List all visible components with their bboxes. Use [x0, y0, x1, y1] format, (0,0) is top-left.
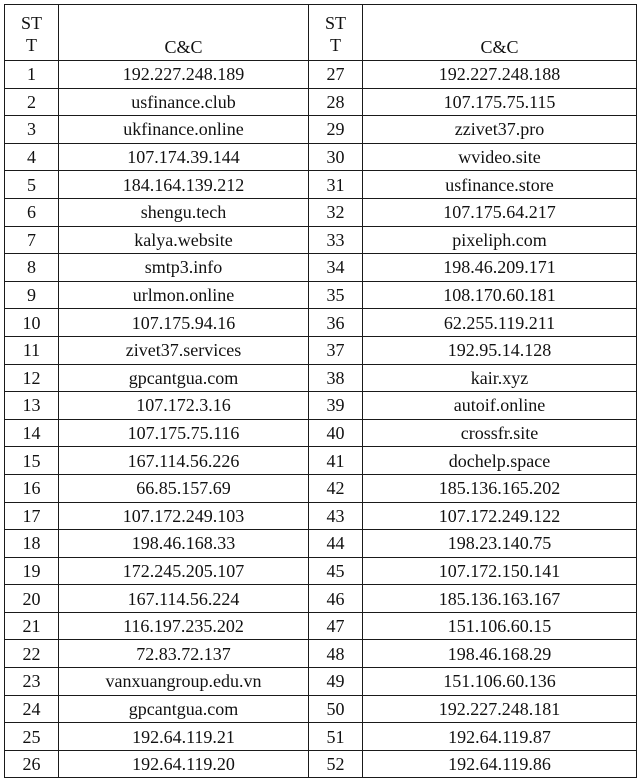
row-number-right: 33 — [309, 226, 363, 254]
row-number-right: 49 — [309, 668, 363, 696]
row-number-left: 6 — [5, 198, 59, 226]
header-cc-right: C&C — [363, 5, 637, 61]
cc-value-left: 184.164.139.212 — [59, 171, 309, 199]
row-number-left: 24 — [5, 695, 59, 723]
table-row — [5, 668, 637, 696]
table-row — [5, 198, 637, 226]
row-number-right: 42 — [309, 474, 363, 502]
table-row — [5, 281, 637, 309]
header-stt-left — [5, 5, 59, 61]
cc-value-left: 107.172.249.103 — [59, 502, 309, 530]
header-stt-right-line1: ST — [324, 12, 346, 33]
row-number-right: 28 — [309, 88, 363, 116]
cc-value-right: 198.46.209.171 — [363, 254, 637, 282]
cc-value-right: wvideo.site — [363, 143, 637, 171]
row-number-right: 47 — [309, 612, 363, 640]
header-cc-left: C&C — [59, 5, 309, 61]
cc-value-right: 192.227.248.188 — [363, 61, 637, 89]
header-stt-right-line2: T — [330, 34, 341, 55]
table-row — [5, 364, 637, 392]
row-number-right: 48 — [309, 640, 363, 668]
table-row — [5, 723, 637, 751]
cc-value-left: 107.175.94.16 — [59, 309, 309, 337]
table-header — [5, 5, 637, 61]
cc-value-right: 185.136.163.167 — [363, 585, 637, 613]
table-row — [5, 695, 637, 723]
cc-value-left: smtp3.info — [59, 254, 309, 282]
row-number-right: 30 — [309, 143, 363, 171]
cc-value-right: 192.64.119.86 — [363, 750, 637, 778]
table-row — [5, 143, 637, 171]
table-row — [5, 226, 637, 254]
row-number-left: 20 — [5, 585, 59, 613]
cc-value-left: 167.114.56.226 — [59, 447, 309, 475]
table-row — [5, 309, 637, 337]
cc-value-left: gpcantgua.com — [59, 695, 309, 723]
cc-value-right: crossfr.site — [363, 419, 637, 447]
row-number-left: 10 — [5, 309, 59, 337]
header-row — [5, 5, 637, 61]
cc-value-left: kalya.website — [59, 226, 309, 254]
cc-value-right: 107.172.249.122 — [363, 502, 637, 530]
row-number-left: 11 — [5, 336, 59, 364]
row-number-right: 40 — [309, 419, 363, 447]
table-row — [5, 750, 637, 778]
row-number-right: 45 — [309, 557, 363, 585]
row-number-right: 29 — [309, 116, 363, 144]
row-number-left: 15 — [5, 447, 59, 475]
row-number-right: 36 — [309, 309, 363, 337]
cc-value-left: 172.245.205.107 — [59, 557, 309, 585]
row-number-left: 17 — [5, 502, 59, 530]
row-number-right: 44 — [309, 530, 363, 558]
row-number-left: 1 — [5, 61, 59, 89]
row-number-left: 5 — [5, 171, 59, 199]
row-number-left: 14 — [5, 419, 59, 447]
row-number-right: 27 — [309, 61, 363, 89]
row-number-right: 46 — [309, 585, 363, 613]
cc-value-left: 167.114.56.224 — [59, 585, 309, 613]
row-number-right: 50 — [309, 695, 363, 723]
row-number-right: 38 — [309, 364, 363, 392]
cc-value-right: autoif.online — [363, 392, 637, 420]
row-number-right: 52 — [309, 750, 363, 778]
cc-value-left: zivet37.services — [59, 336, 309, 364]
table-row — [5, 557, 637, 585]
row-number-right: 37 — [309, 336, 363, 364]
cc-value-right: 185.136.165.202 — [363, 474, 637, 502]
cnc-table — [4, 4, 637, 778]
row-number-left: 19 — [5, 557, 59, 585]
row-number-right: 31 — [309, 171, 363, 199]
table-row — [5, 530, 637, 558]
row-number-left: 16 — [5, 474, 59, 502]
cc-value-left: urlmon.online — [59, 281, 309, 309]
row-number-right: 34 — [309, 254, 363, 282]
cc-value-left: 107.172.3.16 — [59, 392, 309, 420]
table-row — [5, 116, 637, 144]
row-number-left: 7 — [5, 226, 59, 254]
cc-value-left: usfinance.club — [59, 88, 309, 116]
table-row — [5, 336, 637, 364]
row-number-right: 43 — [309, 502, 363, 530]
row-number-left: 18 — [5, 530, 59, 558]
cc-value-left: 66.85.157.69 — [59, 474, 309, 502]
cc-value-left: 198.46.168.33 — [59, 530, 309, 558]
cc-value-left: ukfinance.online — [59, 116, 309, 144]
row-number-left: 3 — [5, 116, 59, 144]
cc-value-left: 192.64.119.20 — [59, 750, 309, 778]
cc-value-right: 107.175.75.115 — [363, 88, 637, 116]
cc-value-right: 108.170.60.181 — [363, 281, 637, 309]
cc-value-right: 192.227.248.181 — [363, 695, 637, 723]
table-row — [5, 171, 637, 199]
cc-value-right: pixeliph.com — [363, 226, 637, 254]
row-number-left: 23 — [5, 668, 59, 696]
row-number-right: 35 — [309, 281, 363, 309]
row-number-right: 51 — [309, 723, 363, 751]
cc-value-right: zzivet37.pro — [363, 116, 637, 144]
cc-value-left: 107.175.75.116 — [59, 419, 309, 447]
cc-value-left: gpcantgua.com — [59, 364, 309, 392]
row-number-left: 13 — [5, 392, 59, 420]
cc-value-right: 151.106.60.15 — [363, 612, 637, 640]
row-number-right: 41 — [309, 447, 363, 475]
cc-value-right: 198.46.168.29 — [363, 640, 637, 668]
cc-value-left: shengu.tech — [59, 198, 309, 226]
cc-value-right: kair.xyz — [363, 364, 637, 392]
table-row — [5, 612, 637, 640]
table-row — [5, 474, 637, 502]
row-number-right: 32 — [309, 198, 363, 226]
row-number-left: 9 — [5, 281, 59, 309]
cc-value-left: 72.83.72.137 — [59, 640, 309, 668]
row-number-left: 2 — [5, 88, 59, 116]
header-stt-right — [309, 5, 363, 61]
cc-value-right: 192.95.14.128 — [363, 336, 637, 364]
row-number-right: 39 — [309, 392, 363, 420]
table-row — [5, 88, 637, 116]
cc-value-right: 107.172.150.141 — [363, 557, 637, 585]
cc-value-left: 192.227.248.189 — [59, 61, 309, 89]
cc-value-right: usfinance.store — [363, 171, 637, 199]
row-number-left: 22 — [5, 640, 59, 668]
table-row — [5, 502, 637, 530]
table-row — [5, 640, 637, 668]
table-row — [5, 254, 637, 282]
header-stt-left-line2: T — [26, 34, 37, 55]
row-number-left: 25 — [5, 723, 59, 751]
table-row — [5, 419, 637, 447]
row-number-left: 8 — [5, 254, 59, 282]
cc-value-right: 198.23.140.75 — [363, 530, 637, 558]
row-number-left: 4 — [5, 143, 59, 171]
row-number-left: 21 — [5, 612, 59, 640]
cc-value-right: 151.106.60.136 — [363, 668, 637, 696]
table-body — [5, 61, 637, 778]
table-row — [5, 61, 637, 89]
cc-value-right: 192.64.119.87 — [363, 723, 637, 751]
cc-value-right: dochelp.space — [363, 447, 637, 475]
cc-value-left: 107.174.39.144 — [59, 143, 309, 171]
table-row — [5, 447, 637, 475]
cc-value-left: 192.64.119.21 — [59, 723, 309, 751]
cc-value-left: 116.197.235.202 — [59, 612, 309, 640]
table-row — [5, 585, 637, 613]
cc-value-left: vanxuangroup.edu.vn — [59, 668, 309, 696]
header-stt-left-line1: ST — [20, 12, 42, 33]
row-number-left: 12 — [5, 364, 59, 392]
cc-value-right: 62.255.119.211 — [363, 309, 637, 337]
table-row — [5, 392, 637, 420]
cc-value-right: 107.175.64.217 — [363, 198, 637, 226]
row-number-left: 26 — [5, 750, 59, 778]
